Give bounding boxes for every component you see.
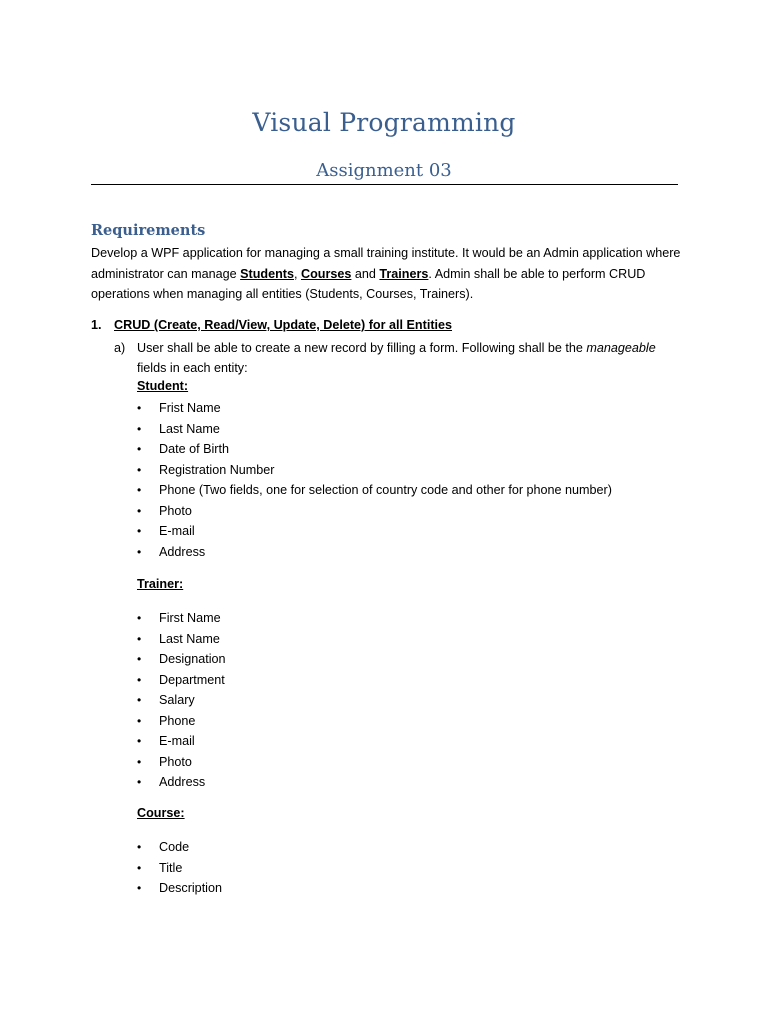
bullet-icon: •: [137, 442, 142, 456]
list-item: [137, 608, 226, 629]
sub-item-text-before: User shall be able to create a new record by filling a form. Following shall be the: [137, 341, 587, 355]
sub-item-text-after: fields in each entity:: [137, 361, 248, 375]
intro-comma: ,: [293, 266, 301, 281]
intro-text-1: Develop a WPF application for managing a small training institute. It would be an Admin application where administrator can manage: [91, 246, 681, 281]
bullet-icon: •: [137, 693, 142, 707]
bullet-icon: •: [137, 840, 142, 854]
list-item: [137, 521, 612, 542]
bullet-icon: •: [137, 652, 142, 666]
student-field: Photo: [159, 503, 192, 518]
list-item: [137, 439, 612, 460]
list-item: [137, 837, 222, 858]
sub-item-emphasis: manageable: [586, 341, 656, 355]
intro-courses: Courses: [300, 266, 352, 281]
bullet-icon: •: [137, 881, 142, 895]
intro-students: Students: [240, 266, 294, 281]
sub-item-body: [137, 338, 684, 378]
list-item: [137, 690, 226, 711]
list-item: [137, 501, 612, 522]
title-divider: [91, 184, 678, 185]
intro-text-2: . Admin shall be able to perform CRUD operations when managing all entities (Students, Courses, Trainers).: [91, 266, 646, 301]
bullet-icon: •: [137, 631, 142, 646]
trainer-field: First Name: [159, 611, 221, 625]
bullet-icon: •: [137, 754, 142, 769]
list-item: [137, 649, 226, 670]
bullet-icon: •: [137, 775, 142, 789]
student-field: Date of Birth: [159, 442, 229, 456]
student-field: Frist Name: [159, 401, 221, 415]
trainer-field: Department: [159, 672, 225, 687]
bullet-icon: •: [137, 421, 142, 436]
list-item: [137, 480, 612, 501]
list-item: [137, 858, 222, 879]
bullet-icon: •: [137, 462, 142, 477]
trainer-label: Trainer:: [137, 577, 184, 591]
student-field: E-mail: [159, 524, 195, 538]
student-field: Registration Number: [159, 462, 275, 477]
bullet-icon: •: [137, 544, 142, 559]
list-item-text: CRUD (Create, Read/View, Update, Delete) for all Entities: [114, 318, 453, 332]
course-field-list: [137, 837, 222, 899]
list-item: [137, 752, 226, 773]
document-subtitle: Assignment 03: [316, 160, 452, 181]
trainer-field-list: [137, 608, 226, 793]
list-item: [137, 419, 612, 440]
list-item: [137, 629, 226, 650]
trainer-field: Designation: [159, 652, 226, 666]
trainer-field: Photo: [159, 754, 192, 769]
bullet-icon: •: [137, 860, 142, 875]
list-item: [137, 670, 226, 691]
bullet-icon: •: [137, 611, 142, 625]
section-heading-requirements: Requirements: [91, 222, 206, 239]
intro-and: and: [351, 266, 380, 281]
bullet-icon: •: [137, 734, 142, 748]
list-item: [137, 772, 226, 793]
course-field: Title: [159, 860, 183, 875]
course-label: Course:: [137, 806, 185, 820]
bullet-icon: •: [137, 672, 142, 687]
trainer-field: Salary: [159, 693, 195, 707]
intro-trainers: Trainers: [379, 266, 429, 281]
intro-paragraph: [91, 243, 681, 305]
trainer-field: Last Name: [159, 631, 220, 646]
student-field-list: [137, 398, 612, 562]
trainer-field: Phone: [159, 713, 196, 728]
bullet-icon: •: [137, 503, 142, 518]
list-item: [137, 878, 222, 899]
bullet-icon: •: [137, 524, 142, 538]
list-item: [137, 711, 226, 732]
trainer-field: E-mail: [159, 734, 195, 748]
course-field: Code: [159, 840, 190, 854]
student-field: Phone (Two fields, one for selection of country code and other for phone number): [159, 483, 612, 497]
bullet-icon: •: [137, 713, 142, 728]
list-item: [137, 542, 612, 563]
student-field: Address: [159, 544, 206, 559]
list-number: 1.: [91, 318, 102, 332]
sub-item-a: [114, 338, 684, 378]
course-field: Description: [159, 881, 222, 895]
list-item-crud: [91, 318, 452, 332]
list-item: [137, 460, 612, 481]
list-item: [137, 398, 612, 419]
bullet-icon: •: [137, 483, 142, 497]
student-field: Last Name: [159, 421, 220, 436]
student-label: Student:: [137, 379, 189, 393]
sub-item-letter: a): [114, 341, 126, 355]
document-title: Visual Programming: [252, 108, 516, 137]
list-item: [137, 731, 226, 752]
bullet-icon: •: [137, 401, 142, 415]
trainer-field: Address: [159, 775, 206, 789]
